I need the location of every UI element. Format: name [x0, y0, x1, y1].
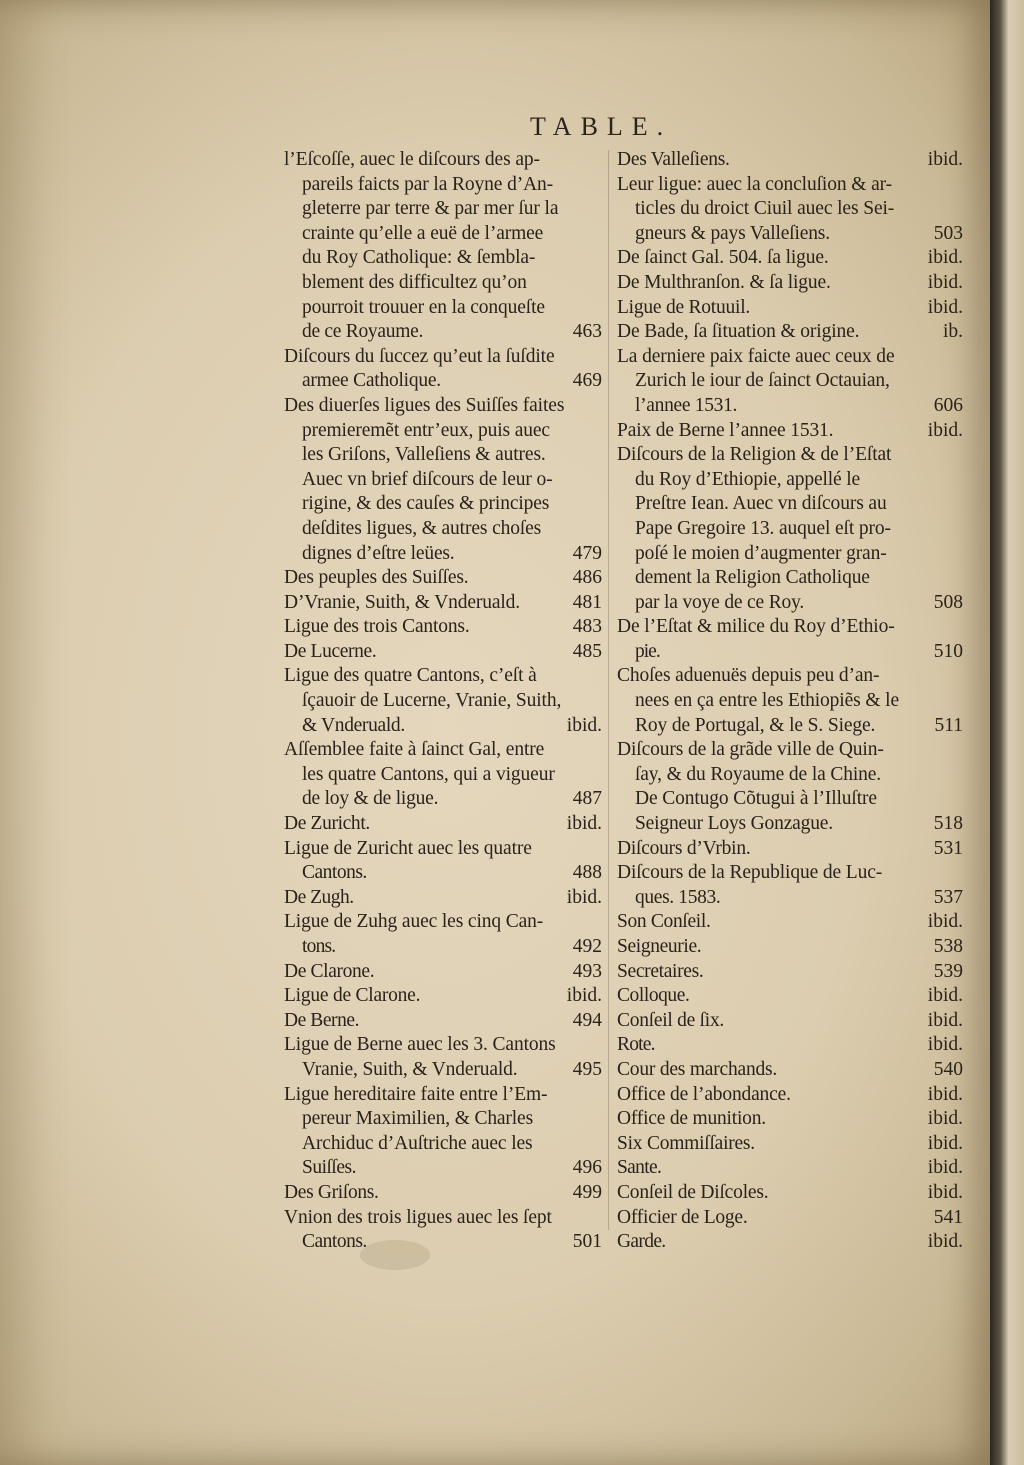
index-entry [617, 984, 963, 1009]
entry-text-line: De l’Eſtat & milice du Roy d’Ethio- [617, 616, 895, 638]
entry-text-line: Conſeil de Diſcoles. [617, 1181, 769, 1203]
entry-page-number: 606 [933, 394, 963, 416]
index-entry [284, 566, 602, 591]
entry-page-number: ibid. [927, 149, 963, 170]
entry-page-number: 492 [572, 936, 602, 957]
entry-text-line: gleterre par terre & par mer ſur la [302, 198, 559, 220]
index-entry [617, 738, 963, 836]
entry-text-line: Des Griſons. [284, 1181, 379, 1203]
index-entry [284, 1206, 602, 1255]
entry-text-line: Office de munition. [617, 1108, 766, 1130]
entry-page-number: 469 [572, 370, 602, 392]
entry-page-number: ibid. [927, 1034, 963, 1056]
entry-page-number: ibid. [566, 886, 602, 908]
entry-text-line: ſay, & du Royaume de la Chine. [635, 763, 882, 785]
index-entry [617, 960, 963, 985]
index-entry [617, 296, 963, 321]
entry-text-line: De Multhranſon. & ſa ligue. [617, 271, 831, 293]
entry-text-line: Ligue des quatre Cantons, c’eſt à [284, 665, 537, 687]
index-entry [617, 345, 963, 419]
entry-page-number: 510 [933, 640, 963, 662]
index-entry [617, 320, 963, 345]
entry-page-number: 494 [572, 1009, 602, 1031]
entry-page-number: ibid. [927, 1108, 963, 1130]
index-entry [284, 345, 602, 394]
index-entry [284, 812, 602, 837]
entry-page-number: 479 [572, 542, 602, 564]
entry-page-number: 538 [933, 936, 963, 957]
entry-page-number: 503 [933, 222, 963, 244]
entry-text-line: De Clarone. [284, 960, 375, 982]
entry-page-number: ibid. [927, 1157, 963, 1179]
entry-text-line: de loy & de ligue. [302, 788, 439, 810]
entry-text-line: Des diuerſes ligues des Suiſſes faites [284, 394, 565, 416]
entry-text-line: Des Valleſiens. [617, 149, 730, 170]
entry-text-line: du Roy d’Ethiopie, appellé le [635, 468, 861, 490]
index-entry [617, 271, 963, 296]
entry-page-number: ibid. [927, 271, 963, 293]
entry-page-number: 495 [572, 1058, 602, 1080]
index-entry [617, 148, 963, 173]
entry-page-number: ibid. [927, 911, 963, 933]
entry-text-line: De Zugh. [284, 886, 354, 908]
entry-page-number: 540 [933, 1058, 963, 1080]
entry-text-line: Seigneurie. [617, 936, 702, 957]
entry-text-line: poſé le moien d’augmenter gran- [635, 542, 887, 564]
entry-page-number: 485 [572, 640, 602, 662]
entry-text-line: La derniere paix faicte auec ceux de [617, 345, 895, 367]
entry-page-number: ibid. [566, 985, 602, 1007]
entry-page-number: 501 [572, 1231, 602, 1253]
index-entry [617, 419, 963, 444]
entry-page-number: ibid. [927, 1083, 963, 1105]
entry-text-line: Sante. [617, 1157, 662, 1179]
index-entry [284, 738, 602, 812]
entry-text-line: de ce Royaume. [302, 321, 424, 343]
index-entry [284, 640, 602, 665]
entry-text-line: l’Eſcoſſe, auec le diſcours des ap- [284, 149, 540, 170]
entry-text-line: Ligue de Zuhg auec les cinq Can- [284, 911, 544, 933]
index-entry [284, 1181, 602, 1206]
entry-text-line: & Vnderuald. [302, 714, 405, 736]
entry-text-line: Diſcours de la Religion & de l’Eſtat [617, 444, 892, 466]
entry-page-number: ibid. [927, 1132, 963, 1154]
entry-text-line: De Zuricht. [284, 813, 370, 835]
entry-text-line: Diſcours d’Vrbin. [617, 837, 751, 859]
adjacent-page-edge [990, 0, 1024, 1465]
entry-text-line: Officier de Loge. [617, 1206, 748, 1228]
entry-page-number: ib. [942, 321, 963, 343]
entry-page-number: 486 [572, 567, 602, 589]
entry-text-line: De Berne. [284, 1009, 360, 1031]
index-entry [617, 1206, 963, 1231]
entry-text-line: Paix de Berne l’annee 1531. [617, 419, 834, 441]
entry-text-line: Diſcours de la Republique de Luc- [617, 862, 883, 884]
column-divider [608, 150, 609, 1230]
entry-text-line: Rote. [617, 1034, 655, 1056]
entry-page-number: 496 [572, 1157, 602, 1179]
entry-page-number: 499 [572, 1181, 602, 1203]
index-entry [284, 886, 602, 911]
entry-text-line: dignes d’eſtre leües. [302, 542, 455, 564]
index-entry [284, 837, 602, 886]
entry-text-line: Archiduc d’Auſtriche auec les [302, 1132, 533, 1154]
entry-page-number: ibid. [927, 296, 963, 318]
entry-text-line: Colloque. [617, 985, 690, 1007]
entry-page-number: 488 [572, 862, 602, 884]
index-entry [617, 1230, 963, 1255]
entry-text-line: rigine, & des cauſes & principes [302, 493, 550, 515]
index-list-right [617, 148, 963, 1255]
index-entry [617, 246, 963, 271]
entry-text-line: dement la Religion Catholique [635, 567, 870, 589]
index-entry [617, 1156, 963, 1181]
entry-page-number: ibid. [927, 1009, 963, 1031]
index-entry [284, 664, 602, 738]
index-entry [284, 591, 602, 616]
entry-text-line: par la voye de ce Roy. [635, 591, 805, 613]
entry-page-number: ibid. [927, 1231, 963, 1253]
index-entry [617, 1132, 963, 1157]
entry-page-number: 518 [933, 813, 963, 835]
index-entry [284, 1009, 602, 1034]
entry-text-line: premieremẽt entr’eux, puis auec [302, 419, 550, 441]
index-entry [617, 1107, 963, 1132]
index-entry [617, 1181, 963, 1206]
entry-page-number: 531 [933, 837, 963, 859]
entry-text-line: pourroit trouuer en la conqueſte [302, 296, 545, 318]
entry-page-number: 483 [572, 616, 602, 638]
entry-text-line: Suiſſes. [302, 1157, 356, 1179]
entry-text-line: Ligue hereditaire faite entre l’Em- [284, 1083, 548, 1105]
entry-text-line: Vnion des trois ligues auec les ſept [284, 1206, 552, 1228]
entry-text-line: Ligue de Rotuuil. [617, 296, 751, 318]
index-column-right [617, 148, 963, 1255]
entry-text-line: Ligue de Zuricht auec les quatre [284, 837, 532, 859]
index-entry [617, 910, 963, 935]
running-head: TABLE. [530, 112, 673, 141]
entry-text-line: tons. [302, 936, 336, 957]
index-entry [284, 984, 602, 1009]
index-entry [617, 837, 963, 862]
entry-text-line: Cantons. [302, 862, 367, 884]
entry-text-line: De Contugo Cõtugui à l’Illuſtre [635, 788, 877, 810]
entry-page-number: 539 [933, 960, 963, 982]
entry-page-number: 481 [572, 591, 602, 613]
entry-text-line: De Lucerne. [284, 640, 377, 662]
entry-text-line: Vranie, Suith, & Vnderuald. [302, 1058, 518, 1080]
entry-text-line: Garde. [617, 1231, 666, 1253]
entry-text-line: Ligue des trois Cantons. [284, 616, 470, 638]
index-entry [284, 1083, 602, 1181]
entry-text-line: Conſeil de ſix. [617, 1009, 725, 1031]
entry-page-number: 537 [933, 886, 963, 908]
entry-page-number: ibid. [566, 813, 602, 835]
entry-text-line: Six Commiſſaires. [617, 1132, 755, 1154]
index-entry [617, 935, 963, 960]
entry-page-number: 541 [933, 1206, 963, 1228]
entry-text-line: ticles du droict Ciuil auec les Sei- [635, 198, 895, 220]
index-entry [617, 173, 963, 247]
entry-page-number: 487 [572, 788, 602, 810]
entry-text-line: Ligue de Berne auec les 3. Cantons [284, 1034, 556, 1056]
entry-text-line: Auec vn brief diſcours de leur o- [302, 468, 553, 490]
index-list-left [284, 148, 602, 1255]
index-entry [617, 664, 963, 738]
entry-text-line: crainte qu’elle a euë de l’armee [302, 222, 544, 244]
entry-text-line: Ligue de Clarone. [284, 985, 421, 1007]
entry-text-line: Cour des marchands. [617, 1058, 778, 1080]
entry-page-number: 508 [933, 591, 963, 613]
entry-text-line: Seigneur Loys Gonzague. [635, 813, 833, 835]
entry-text-line: Diſcours de la grãde ville de Quin- [617, 739, 884, 761]
entry-page-number: ibid. [927, 1181, 963, 1203]
entry-text-line: Choſes aduenuës depuis peu d’an- [617, 665, 880, 687]
entry-text-line: Cantons. [302, 1231, 367, 1253]
entry-text-line: Aſſemblee faite à ſainct Gal, entre [284, 739, 545, 761]
entry-text-line: Leur ligue: auec la concluſion & ar- [617, 173, 892, 195]
entry-page-number: 463 [572, 321, 602, 343]
entry-text-line: ques. 1583. [635, 886, 721, 908]
index-column-left [284, 148, 602, 1255]
entry-text-line: gneurs & pays Valleſiens. [635, 222, 830, 244]
entry-text-line: De ſainct Gal. 504. ſa ligue. [617, 247, 829, 269]
entry-text-line: De Bade, ſa ſituation & origine. [617, 321, 860, 343]
entry-text-line: blement des difficultez qu’on [302, 271, 527, 293]
index-entry [284, 960, 602, 985]
index-entry [617, 1083, 963, 1108]
entry-text-line: D’Vranie, Suith, & Vnderuald. [284, 591, 521, 613]
entry-text-line: les quatre Cantons, qui a vigueur [302, 763, 555, 785]
entry-text-line: Zurich le iour de ſainct Octauian, [635, 370, 890, 392]
entry-text-line: du Roy Catholique: & ſembla- [302, 247, 536, 269]
index-entry [617, 1009, 963, 1034]
entry-text-line: pereur Maximilien, & Charles [302, 1108, 534, 1130]
entry-text-line: Preſtre Iean. Auec vn diſcours au [635, 493, 887, 515]
entry-text-line: les Griſons, Valleſiens & autres. [302, 444, 546, 466]
index-entry [617, 861, 963, 910]
entry-text-line: nees en ça entre les Ethiopiẽs & le [635, 690, 900, 712]
index-entry [284, 615, 602, 640]
entry-text-line: Pape Gregoire 13. auquel eſt pro- [635, 517, 891, 539]
entry-text-line: Secretaires. [617, 960, 704, 982]
index-entry [617, 1058, 963, 1083]
entry-page-number: 511 [934, 714, 963, 736]
entry-text-line: ſçauoir de Lucerne, Vranie, Suith, [302, 690, 562, 712]
index-entry [284, 148, 602, 345]
index-entry [284, 394, 602, 566]
entry-page-number: ibid. [927, 247, 963, 269]
index-entry [617, 615, 963, 664]
entry-text-line: pareils faicts par la Royne d’An- [302, 173, 554, 195]
entry-page-number: ibid. [927, 419, 963, 441]
entry-text-line: deſdites ligues, & autres choſes [302, 517, 542, 539]
entry-page-number: ibid. [927, 985, 963, 1007]
entry-text-line: Diſcours du ſuccez qu’eut la ſuſdite [284, 345, 555, 367]
index-entry [284, 910, 602, 959]
entry-text-line: Des peuples des Suiſſes. [284, 567, 469, 589]
entry-text-line: armee Catholique. [302, 370, 441, 392]
entry-text-line: Office de l’abondance. [617, 1083, 791, 1105]
index-entry [617, 443, 963, 615]
index-entry [284, 1033, 602, 1082]
entry-page-number: 493 [572, 960, 602, 982]
entry-text-line: pie. [635, 640, 660, 662]
entry-text-line: Son Conſeil. [617, 911, 711, 933]
entry-text-line: l’annee 1531. [635, 394, 738, 416]
entry-page-number: ibid. [566, 714, 602, 736]
index-entry [617, 1033, 963, 1058]
entry-text-line: Roy de Portugal, & le S. Siege. [635, 714, 876, 736]
